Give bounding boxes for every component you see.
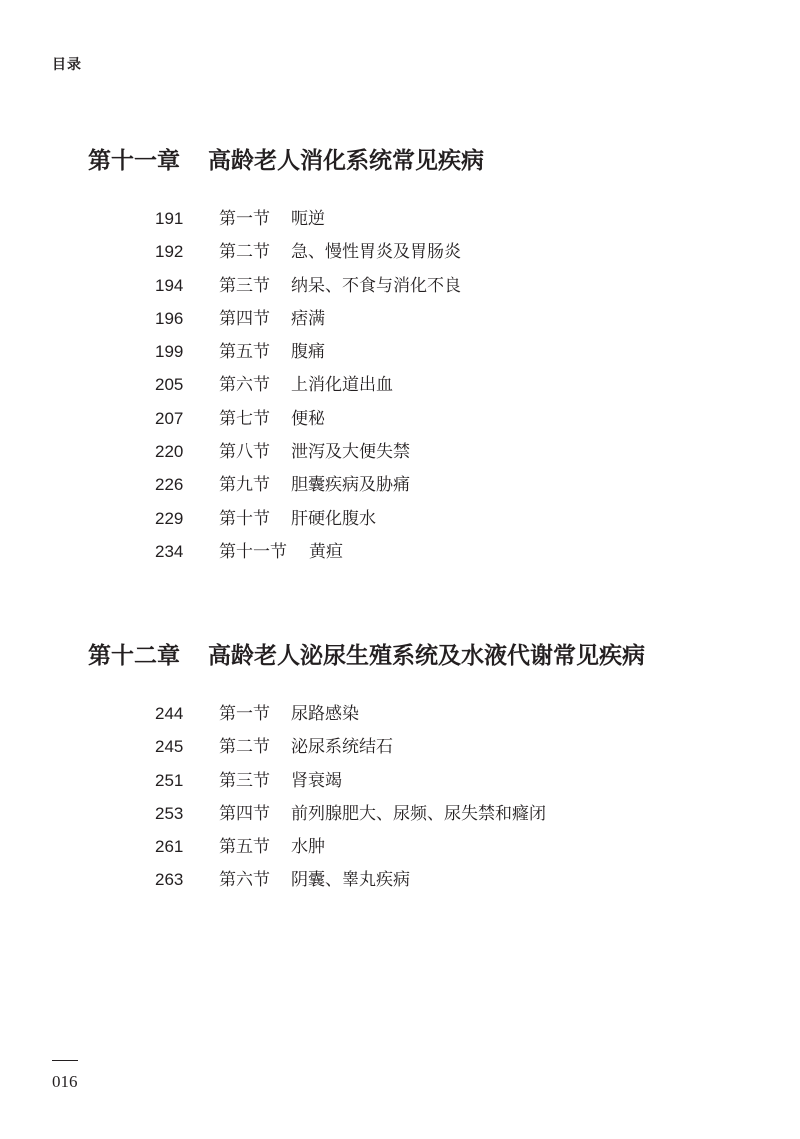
entry-title: 肾衰竭 bbox=[291, 770, 342, 791]
entry-page-number: 234 bbox=[155, 541, 184, 561]
chapter-title: 高龄老人泌尿生殖系统及水液代谢常见疾病 bbox=[208, 642, 645, 669]
entry-page-number: 263 bbox=[155, 870, 184, 890]
chapter-number: 第十二章 bbox=[88, 642, 180, 669]
entry-page-number: 192 bbox=[155, 242, 184, 262]
entry-page-number: 196 bbox=[155, 308, 184, 328]
chapter-number: 第十一章 bbox=[88, 147, 180, 174]
chapter-title: 高龄老人消化系统常见疾病 bbox=[208, 147, 484, 174]
toc-entry bbox=[155, 435, 768, 468]
entry-page-number: 207 bbox=[155, 408, 184, 428]
entry-section-number: 第一节 bbox=[219, 209, 270, 229]
toc-entry bbox=[155, 797, 768, 830]
entry-section-number: 第一节 bbox=[219, 704, 270, 724]
toc-entry bbox=[155, 697, 768, 730]
page-number: 016 bbox=[52, 1072, 78, 1091]
toc-entry bbox=[155, 863, 768, 896]
chapter-heading bbox=[88, 146, 768, 176]
entry-section-number: 第十一节 bbox=[219, 541, 287, 562]
toc-entry bbox=[155, 468, 768, 501]
entry-title: 水肿 bbox=[291, 837, 325, 858]
entry-title: 急、慢性胃炎及胃肠炎 bbox=[291, 242, 461, 263]
entry-section-number: 第三节 bbox=[219, 770, 270, 791]
entry-section-number: 第六节 bbox=[219, 870, 270, 891]
toc-entry bbox=[155, 269, 768, 302]
toc-entry bbox=[155, 764, 768, 797]
toc-entry bbox=[155, 730, 768, 763]
toc-entry bbox=[155, 535, 768, 568]
toc-entry bbox=[155, 830, 768, 863]
entry-title: 痞满 bbox=[291, 308, 325, 329]
entry-title: 肝硬化腹水 bbox=[291, 508, 376, 529]
entry-page-number: 194 bbox=[155, 275, 184, 295]
entry-section-number: 第七节 bbox=[219, 408, 270, 429]
entry-title: 腹痛 bbox=[291, 342, 325, 363]
entry-page-number: 199 bbox=[155, 342, 184, 362]
entry-section-number: 第三节 bbox=[219, 275, 270, 296]
entry-title: 泄泻及大便失禁 bbox=[291, 442, 410, 463]
entry-section-number: 第六节 bbox=[219, 375, 270, 396]
chapter-12 bbox=[88, 641, 768, 897]
entry-page-number: 205 bbox=[155, 375, 184, 395]
entry-title: 泌尿系统结石 bbox=[291, 737, 393, 758]
toc-entry bbox=[155, 502, 768, 535]
chapter-heading bbox=[88, 641, 768, 671]
entry-title: 前列腺肥大、尿频、尿失禁和癃闭 bbox=[291, 803, 546, 824]
toc-entry bbox=[155, 235, 768, 268]
entry-page-number: 220 bbox=[155, 442, 184, 462]
entry-title: 阴囊、睾丸疾病 bbox=[291, 870, 410, 891]
entry-page-number: 245 bbox=[155, 737, 184, 757]
entry-title: 便秘 bbox=[291, 408, 325, 429]
entry-section-number: 第五节 bbox=[219, 837, 270, 858]
entry-section-number: 第十节 bbox=[219, 508, 270, 529]
entry-section-number: 第四节 bbox=[219, 803, 270, 824]
entry-section-number: 第九节 bbox=[219, 475, 270, 496]
entry-title: 呃逆 bbox=[291, 209, 325, 229]
chapter-11 bbox=[88, 146, 768, 568]
toc-entry bbox=[155, 202, 768, 235]
entry-page-number: 253 bbox=[155, 803, 184, 823]
toc-entry bbox=[155, 302, 768, 335]
toc-entry bbox=[155, 402, 768, 435]
entry-title: 黄疸 bbox=[309, 541, 343, 562]
entry-page-number: 226 bbox=[155, 475, 184, 495]
entry-title: 上消化道出血 bbox=[291, 375, 393, 396]
section-list bbox=[155, 202, 768, 568]
running-header: 目录 bbox=[52, 57, 82, 73]
entry-section-number: 第四节 bbox=[219, 308, 270, 329]
entry-title: 纳呆、不食与消化不良 bbox=[291, 275, 461, 296]
entry-section-number: 第五节 bbox=[219, 342, 270, 363]
toc-entry bbox=[155, 335, 768, 368]
entry-page-number: 251 bbox=[155, 770, 184, 790]
footer-rule bbox=[52, 1060, 78, 1061]
entry-section-number: 第二节 bbox=[219, 242, 270, 263]
entry-title: 尿路感染 bbox=[291, 704, 359, 724]
entry-page-number: 244 bbox=[155, 704, 184, 723]
entry-page-number: 229 bbox=[155, 508, 184, 528]
toc-entry bbox=[155, 368, 768, 401]
entry-section-number: 第八节 bbox=[219, 442, 270, 463]
entry-section-number: 第二节 bbox=[219, 737, 270, 758]
entry-page-number: 191 bbox=[155, 209, 184, 228]
entry-title: 胆囊疾病及胁痛 bbox=[291, 475, 410, 496]
entry-page-number: 261 bbox=[155, 837, 184, 857]
section-list bbox=[155, 697, 768, 897]
